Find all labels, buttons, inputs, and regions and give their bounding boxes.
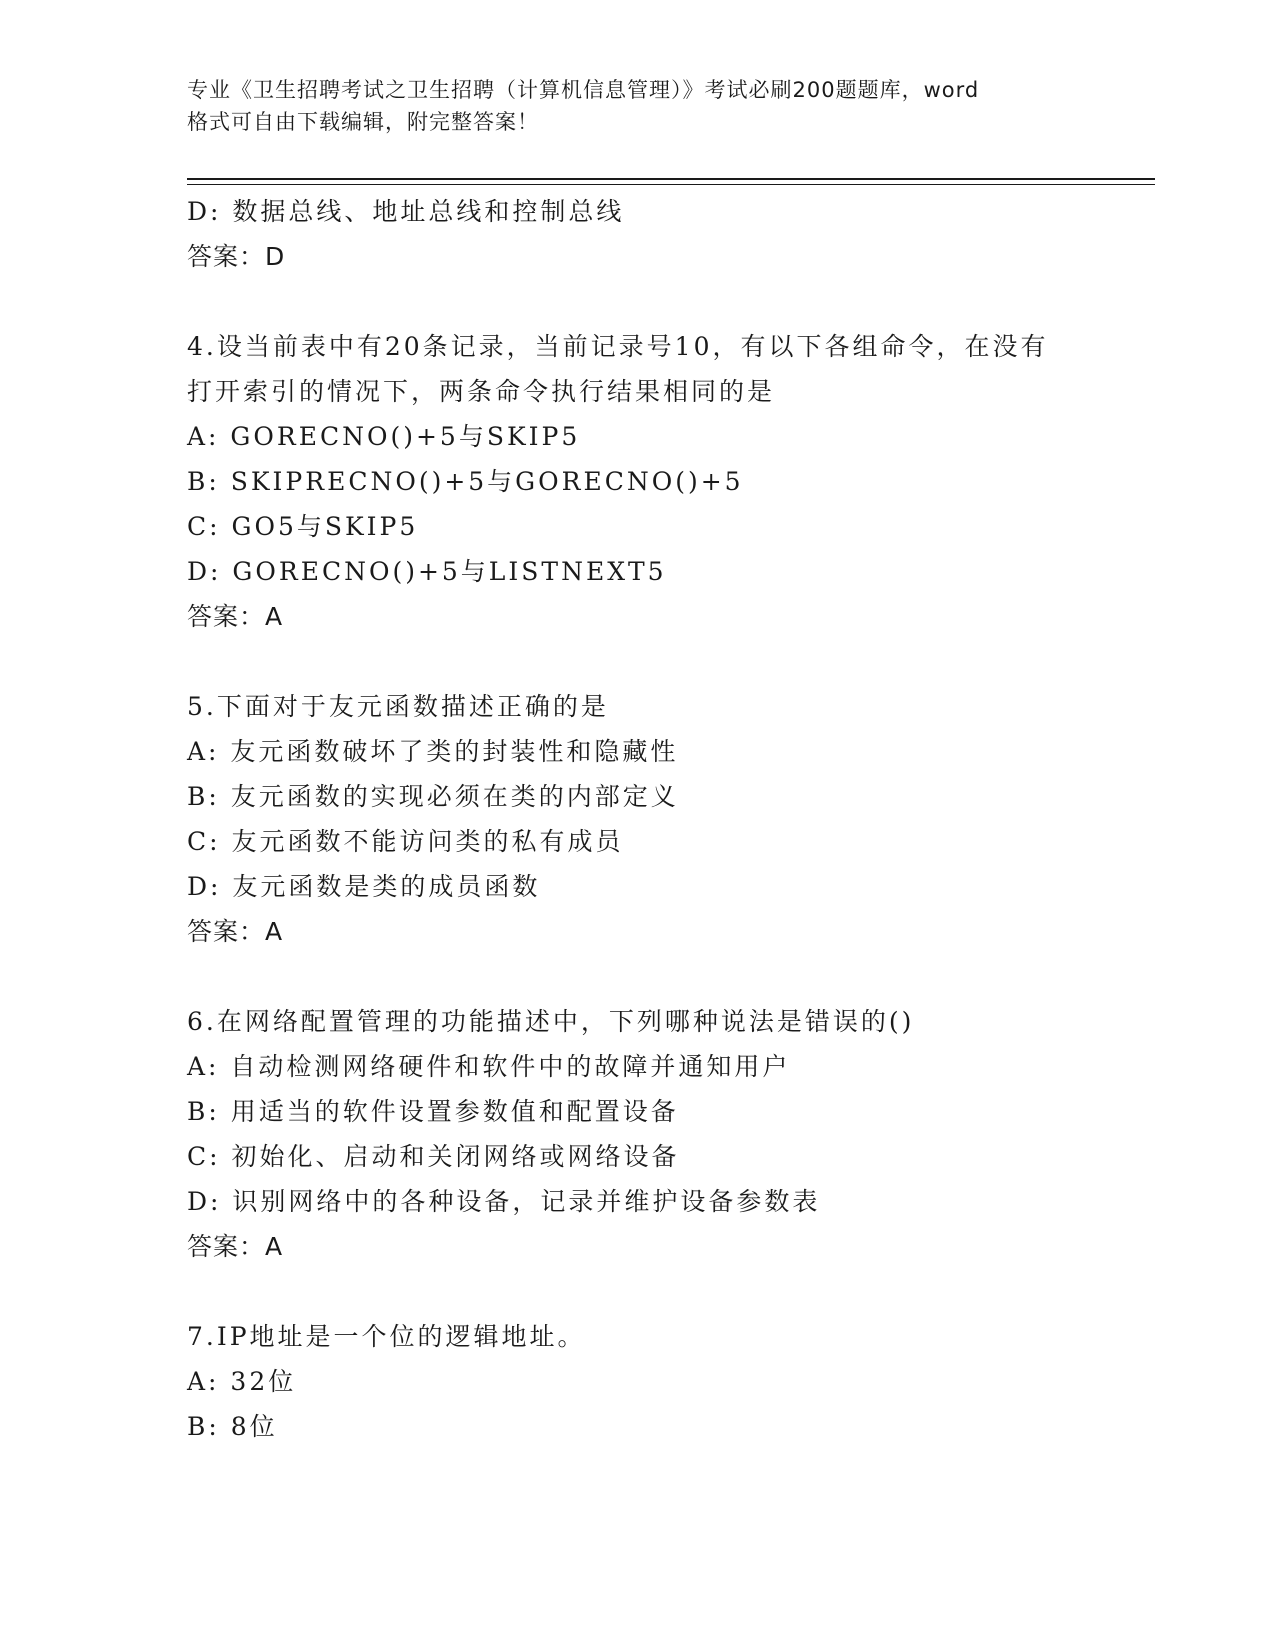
option-d: D: 识别网络中的各种设备，记录并维护设备参数表 [187,1187,821,1216]
option-b: B: 友元函数的实现必须在类的内部定义 [187,782,679,811]
header-divider-thin [187,184,1155,185]
option-c: C: GO5与SKIP5 [187,512,419,541]
question-5 [187,684,1087,954]
option-a: A: 友元函数破坏了类的封装性和隐藏性 [187,737,679,766]
question-4 [187,324,1087,639]
spacer [187,639,1087,684]
question-stem: 7.IP地址是一个位的逻辑地址。 [187,1322,586,1351]
option-b: B: 8位 [187,1412,278,1441]
question-list [187,189,1087,1449]
header-divider-thick [187,178,1155,180]
answer: 答案：A [187,1232,284,1261]
header-line-2: 格式可自由下载编辑，附完整答案！ [187,110,539,134]
answer: 答案：A [187,917,284,946]
option-c: C: 初始化、启动和关闭网络或网络设备 [187,1142,680,1171]
question-3-tail [187,189,1087,279]
option-a: A: GORECNO()+5与SKIP5 [187,422,581,451]
question-stem: 5.下面对于友元函数描述正确的是 [187,692,609,721]
question-7 [187,1314,1087,1449]
option-d: D: 友元函数是类的成员函数 [187,872,541,901]
option-b: B: SKIPRECNO()+5与GORECNO()+5 [187,467,744,496]
option-d: D: GORECNO()+5与LISTNEXT5 [187,557,667,586]
answer: 答案：D [187,242,286,271]
question-stem: 6.在网络配置管理的功能描述中，下列哪种说法是错误的() [187,1007,915,1036]
spacer [187,954,1087,999]
spacer [187,279,1087,324]
spacer [187,1269,1087,1314]
header-line-1: 专业《卫生招聘考试之卫生招聘（计算机信息管理）》考试必刷200题题库，word [187,78,980,102]
question-6 [187,999,1087,1269]
question-stem: 打开索引的情况下，两条命令执行结果相同的是 [187,377,776,406]
option-d: D: 数据总线、地址总线和控制总线 [187,197,625,226]
answer: 答案：A [187,602,284,631]
option-a: A: 32位 [187,1367,297,1396]
option-c: C: 友元函数不能访问类的私有成员 [187,827,624,856]
option-a: A: 自动检测网络硬件和软件中的故障并通知用户 [187,1052,791,1081]
option-b: B: 用适当的软件设置参数值和配置设备 [187,1097,679,1126]
document-header [187,74,1087,138]
question-stem: 4.设当前表中有20条记录，当前记录号10，有以下各组命令，在没有 [187,332,1049,361]
